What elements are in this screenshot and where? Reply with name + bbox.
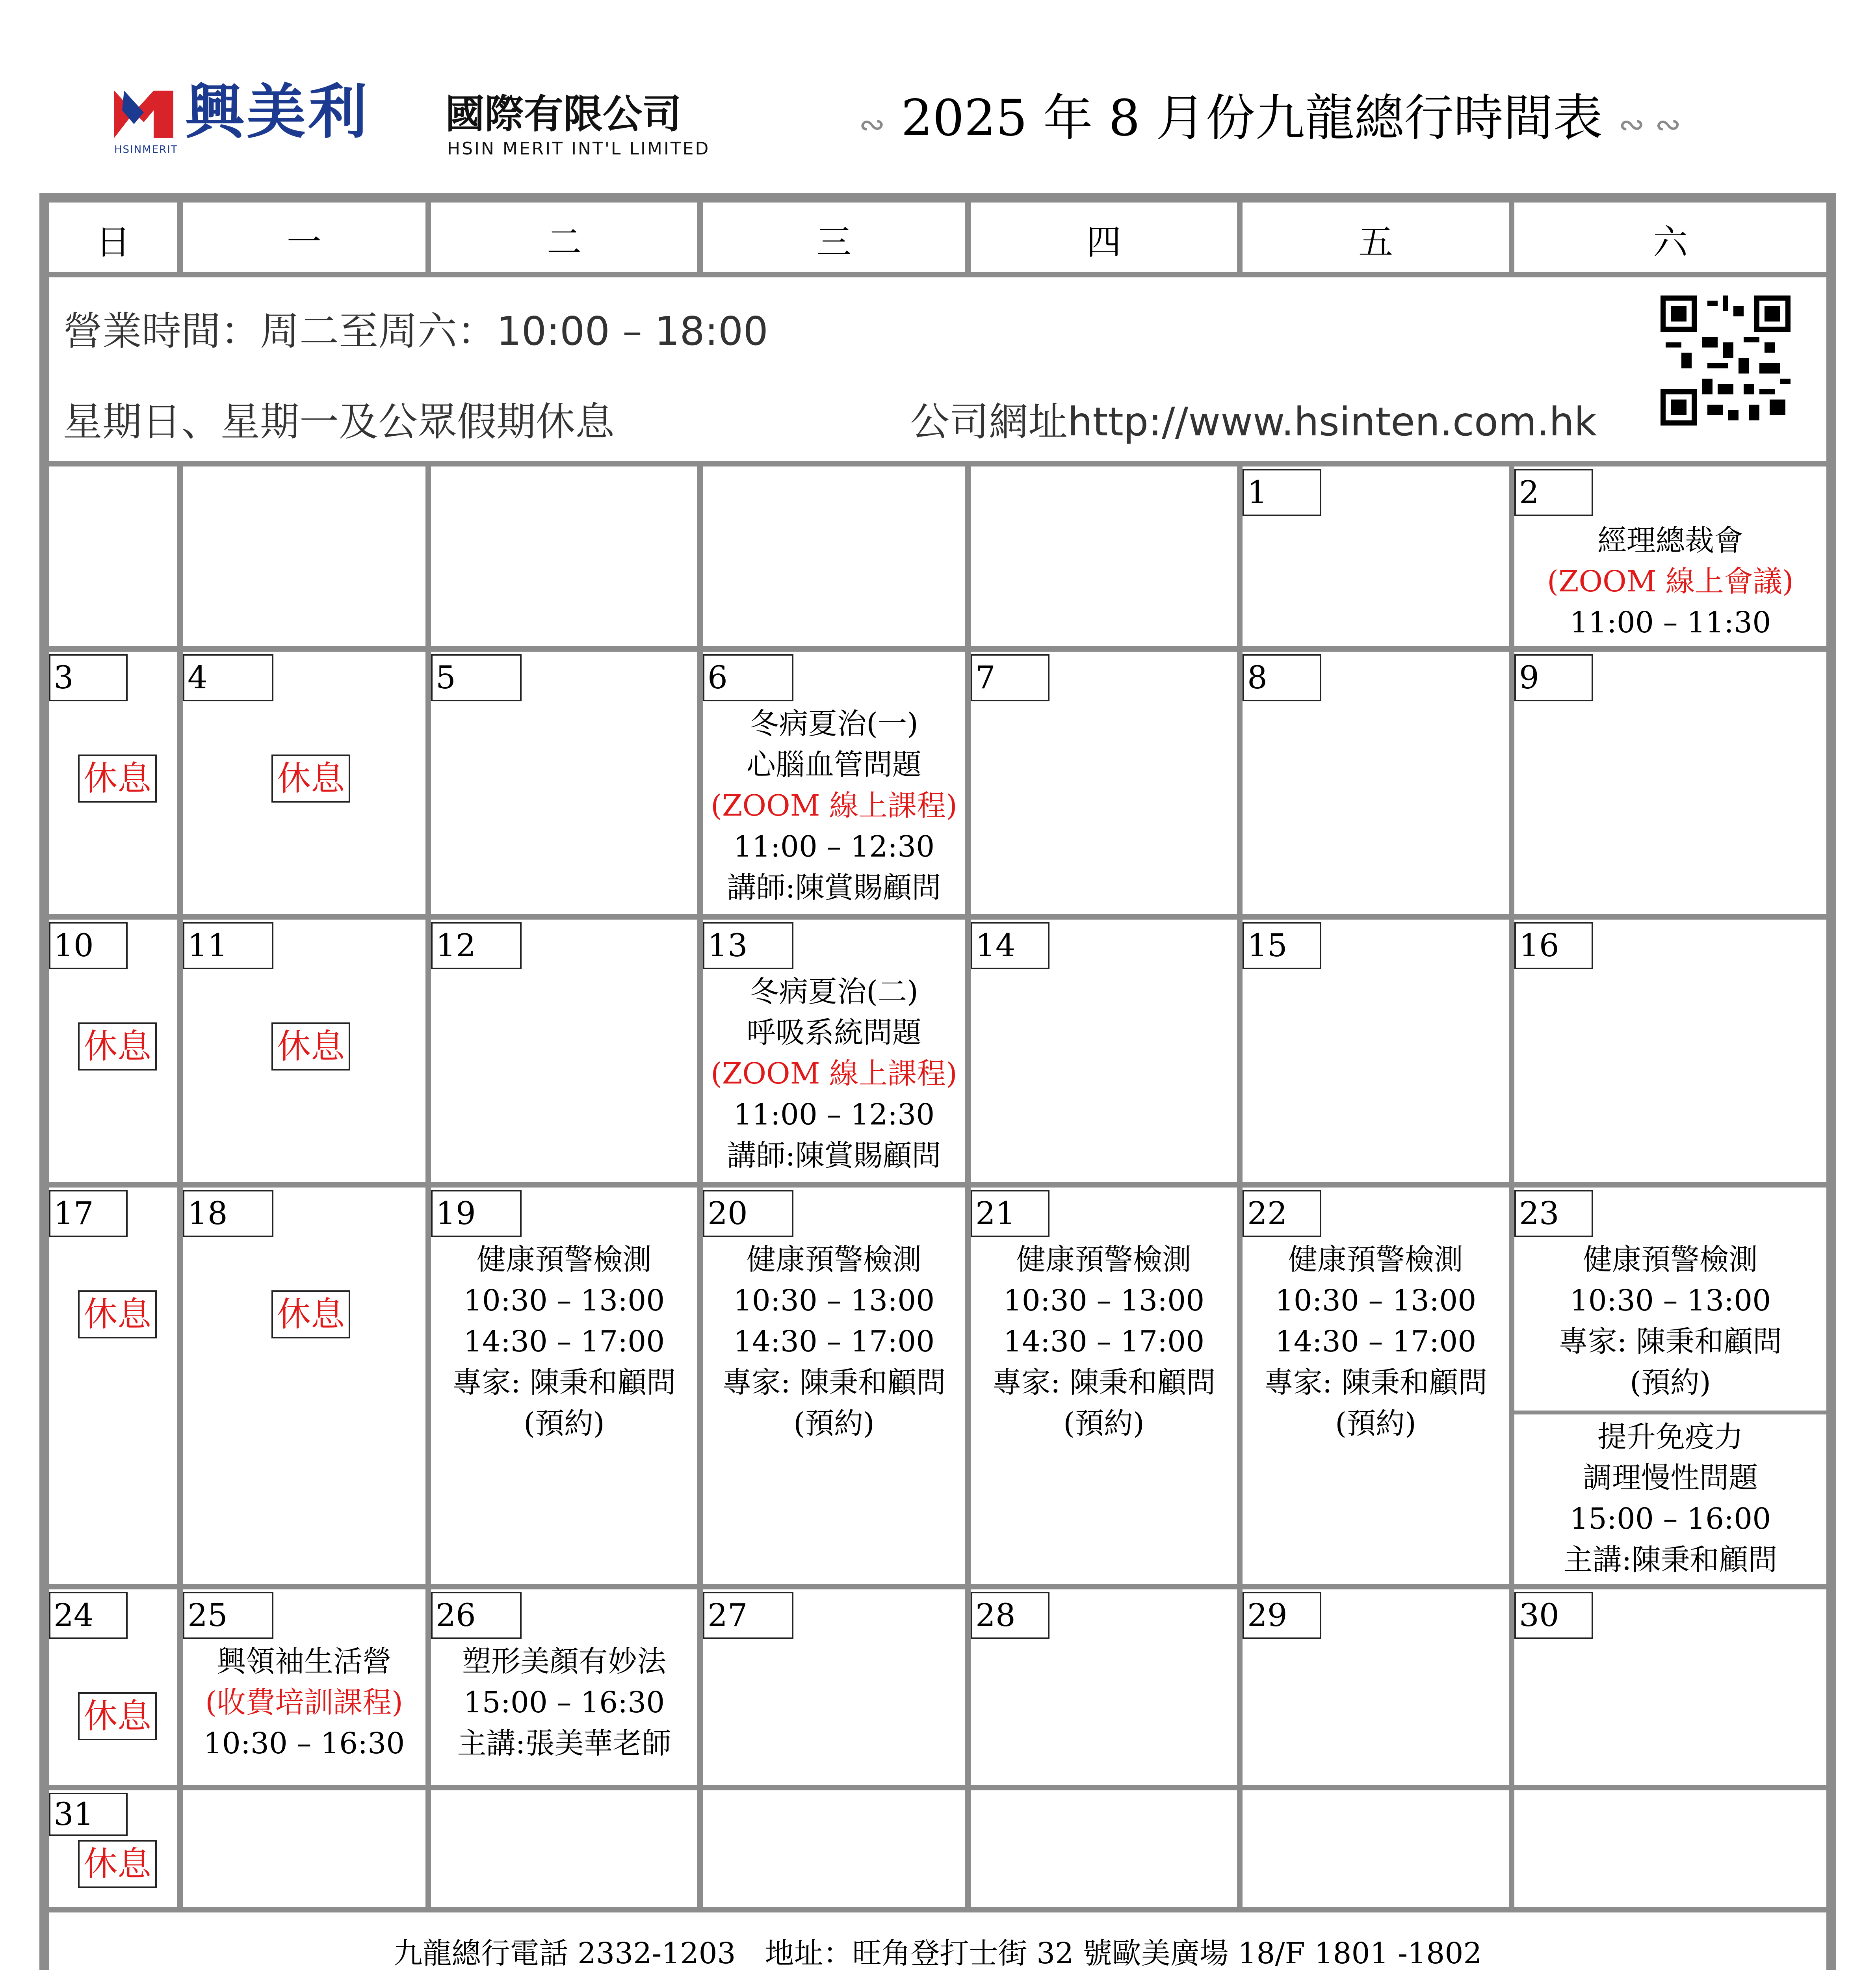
calendar-day [703, 1190, 965, 1584]
qr-code-icon [1661, 296, 1791, 426]
business-hours: 營業時間：周二至周六：10:00 – 18:00 [63, 308, 768, 354]
day-number: 8 [1243, 654, 1321, 701]
event-time: 10:30 – 13:00 [463, 1284, 665, 1318]
day-number: 20 [703, 1190, 793, 1237]
calendar-day [431, 1592, 697, 1785]
event-time: 10:30 – 13:00 [1275, 1284, 1477, 1318]
day-number: 17 [49, 1190, 128, 1237]
event-title: 健康預警檢測 [477, 1243, 652, 1277]
event-format: (ZOOM 線上會議) [1547, 565, 1794, 598]
page-title [859, 89, 1681, 154]
event-title: 健康預警檢測 [747, 1243, 921, 1277]
event-note: (預約) [1335, 1407, 1416, 1440]
event-title: 提升免疫力 [1597, 1420, 1743, 1454]
event-time: 11:00 – 12:30 [733, 830, 935, 864]
event-speaker: 講師:陳賞賜顧問 [727, 1139, 941, 1173]
calendar-day [1243, 922, 1509, 1182]
weekday-sun: 日 [95, 222, 130, 262]
logo-wordmark: 興美利 [185, 78, 370, 147]
company-website: 公司網址http://www.hsinten.com.hk [910, 399, 1597, 445]
day-number: 14 [971, 922, 1049, 969]
event-expert: 專家: 陳秉和顧問 [1558, 1325, 1782, 1359]
calendar-day [971, 1190, 1237, 1584]
rest-label: 休息 [271, 755, 350, 803]
rest-label: 休息 [78, 1840, 157, 1888]
event-time: 14:30 – 17:00 [1003, 1325, 1205, 1359]
calendar-day [49, 1592, 177, 1785]
day-number: 19 [431, 1190, 522, 1237]
calendar-day [183, 1592, 425, 1785]
calendar-day [703, 922, 965, 1182]
day-number: 18 [183, 1190, 273, 1237]
event-time: 14:30 – 17:00 [733, 1325, 935, 1359]
rest-label: 休息 [78, 1692, 157, 1740]
day-number: 10 [49, 922, 128, 969]
event-title: 冬病夏治(一) [750, 707, 918, 741]
calendar-day [703, 654, 965, 914]
event-time: 15:00 – 16:00 [1570, 1502, 1771, 1536]
event-title: 興領袖生活營 [217, 1645, 392, 1678]
weekday-sat: 六 [1653, 222, 1688, 262]
calendar-day [1514, 922, 1826, 1182]
event-format: (ZOOM 線上課程) [711, 789, 957, 823]
rest-label: 休息 [78, 1022, 157, 1070]
event-speaker: 主講:陳秉和顧問 [1563, 1543, 1778, 1577]
rest-label: 休息 [271, 1290, 350, 1338]
event-time: 11:00 – 12:30 [733, 1098, 935, 1132]
event-time: 14:30 – 17:00 [1275, 1325, 1477, 1359]
event-title: 塑形美顏有妙法 [462, 1645, 666, 1678]
closed-days: 星期日、星期一及公眾假期休息 [63, 399, 615, 445]
event-note: (預約) [793, 1407, 875, 1440]
weekday-wed: 三 [816, 222, 851, 262]
day-number: 9 [1514, 654, 1593, 701]
day-number: 1 [1243, 469, 1321, 516]
calendar-day [49, 1190, 177, 1584]
calendar-day [1243, 654, 1509, 914]
rest-label: 休息 [78, 755, 157, 803]
event-title: 健康預警檢測 [1583, 1243, 1758, 1277]
company-name-en: HSIN MERIT INT'L LIMITED [447, 139, 710, 159]
day-number: 4 [183, 654, 273, 701]
event-expert: 專家: 陳秉和顧問 [452, 1366, 676, 1399]
page-title-text: 2025 年 8 月份九龍總行時間表 [901, 89, 1603, 147]
calendar-day [1243, 1190, 1509, 1584]
day-number: 26 [431, 1592, 522, 1639]
calendar-day [183, 654, 425, 914]
calendar-day [1243, 1592, 1509, 1785]
event-title: 健康預警檢測 [1016, 1243, 1191, 1277]
calendar-day [971, 1592, 1237, 1785]
event-time: 11:00 – 11:30 [1570, 606, 1771, 639]
event-time: 15:00 – 16:30 [463, 1686, 665, 1719]
event-note: (預約) [1063, 1407, 1144, 1440]
day-number: 28 [971, 1592, 1049, 1639]
calendar-day [971, 654, 1237, 914]
calendar-day [971, 922, 1237, 1182]
calendar-day [703, 1592, 965, 1785]
calendar-day [431, 1190, 697, 1584]
day-number: 2 [1514, 469, 1593, 516]
day-number: 12 [431, 922, 522, 969]
day-number: 31 [49, 1793, 128, 1836]
day-number: 6 [703, 654, 793, 701]
event-format: (ZOOM 線上課程) [711, 1057, 957, 1091]
logo-tagline: HSINMERIT [114, 144, 178, 156]
contact-info [49, 1935, 1826, 1970]
event-speaker: 講師:陳賞賜顧問 [727, 871, 941, 905]
event-subtitle: 調理慢性問題 [1583, 1461, 1758, 1495]
company-name-cn: 國際有限公司 [445, 91, 682, 137]
weekday-thu: 四 [1086, 222, 1121, 262]
day-number: 13 [703, 922, 793, 969]
weekday-mon: 一 [286, 222, 321, 262]
day-number: 23 [1514, 1190, 1593, 1237]
calendar-day [183, 922, 425, 1182]
calendar-day [1514, 1592, 1826, 1785]
event-time: 10:30 – 16:30 [203, 1727, 405, 1760]
calendar-day [431, 922, 697, 1182]
rest-label: 休息 [271, 1022, 350, 1070]
event-time: 10:30 – 13:00 [1570, 1284, 1771, 1318]
day-number: 30 [1514, 1592, 1593, 1639]
calendar-day [1514, 1190, 1826, 1584]
event-time: 10:30 – 13:00 [1003, 1284, 1205, 1318]
event-note: (預約) [1630, 1366, 1711, 1399]
day-number: 3 [49, 654, 128, 701]
calendar-day [1514, 469, 1826, 646]
event-title: 健康預警檢測 [1288, 1243, 1463, 1277]
weekday-fri: 五 [1358, 222, 1393, 262]
calendar-day [1514, 654, 1826, 914]
event-title: 冬病夏治(二) [750, 975, 918, 1009]
event-subtitle: 心腦血管問題 [747, 748, 921, 782]
calendar-day [1243, 469, 1509, 646]
day-number: 29 [1243, 1592, 1321, 1639]
weekday-tue: 二 [546, 222, 581, 262]
day-number: 25 [183, 1592, 273, 1639]
event-expert: 專家: 陳秉和顧問 [1264, 1366, 1488, 1399]
event-format: (收費培訓課程) [205, 1686, 403, 1719]
event-time: 14:30 – 17:00 [463, 1325, 665, 1359]
company-logo-icon [110, 83, 177, 142]
event-note: (預約) [524, 1407, 605, 1440]
event-expert: 專家: 陳秉和顧問 [722, 1366, 946, 1399]
day-number: 27 [703, 1592, 793, 1639]
day-number: 5 [431, 654, 522, 701]
event-time: 10:30 – 13:00 [733, 1284, 935, 1318]
day-number: 21 [971, 1190, 1049, 1237]
event-title: 經理總裁會 [1597, 524, 1743, 558]
day-number: 24 [49, 1592, 128, 1639]
calendar-day [431, 654, 697, 914]
calendar-day [49, 922, 177, 1182]
ornament-icon: ∾ ∾ [1618, 106, 1681, 143]
day-number: 7 [971, 654, 1049, 701]
day-number: 22 [1243, 1190, 1321, 1237]
calendar-day [49, 654, 177, 914]
contact-phone-address: 九龍總行電話 2332-1203 地址：旺角登打士街 32 號歐美廣場 18/F 1801 -1802 [393, 1937, 1482, 1970]
rest-label: 休息 [78, 1290, 157, 1338]
event-expert: 專家: 陳秉和顧問 [992, 1366, 1216, 1399]
day-number: 16 [1514, 922, 1593, 969]
event-speaker: 主講:張美華老師 [457, 1727, 671, 1760]
calendar-day [183, 1190, 425, 1584]
day-number: 15 [1243, 922, 1321, 969]
calendar-day [49, 1793, 177, 1907]
ornament-icon: ∾ [859, 106, 886, 143]
event-subtitle: 呼吸系統問題 [747, 1016, 921, 1050]
day-number: 11 [183, 922, 273, 969]
